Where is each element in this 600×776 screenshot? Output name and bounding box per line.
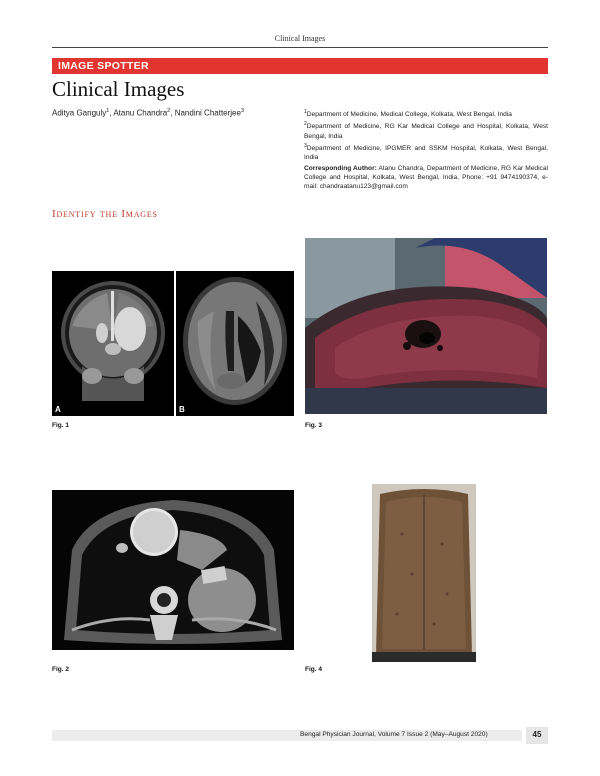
fig4-image <box>372 484 476 662</box>
affiliation-item <box>304 142 548 163</box>
affiliation-text: Department of Medicine, IPGMER and SSKM Hospital, Kolkata, West Bengal, India <box>304 145 548 162</box>
article-title: Clinical Images <box>52 77 185 101</box>
footer-journal: Bengal Physician Journal, Volume 7 Issue 2 (May–August 2020) <box>300 731 488 738</box>
fig1-caption: Fig. 1 <box>52 422 69 429</box>
fig1-panel-b-label: B <box>179 405 185 414</box>
affiliation-item <box>304 120 548 141</box>
author-separator: , <box>170 108 175 118</box>
affil-sup: 3 <box>304 142 307 149</box>
fig1-panel-b-image <box>176 271 294 416</box>
section-subheading: Identify the Images <box>52 208 158 220</box>
affiliation-text: Department of Medicine, RG Kar Medical College and Hospital, Kolkata, West Bengal, India <box>304 123 548 140</box>
corresponding-author <box>304 164 548 192</box>
affil-sup: 1 <box>304 109 307 115</box>
affiliations <box>304 108 548 192</box>
author-affil-sup: 1 <box>106 108 110 114</box>
author-name: Atanu Chandra <box>113 108 168 118</box>
running-head: Clinical Images <box>274 34 326 43</box>
author-name: Nandini Chatterjee <box>174 108 241 118</box>
author-affil-sup: 2 <box>167 108 171 114</box>
page-number: 45 <box>526 727 548 744</box>
affil-sup: 2 <box>304 121 307 128</box>
fig1-panel-a-label: A <box>55 405 61 414</box>
fig2-caption: Fig. 2 <box>52 666 69 673</box>
fig2-image <box>52 490 294 650</box>
author-affil-sup: 3 <box>240 108 245 114</box>
author-separator: , <box>109 108 114 118</box>
fig3-caption: Fig. 3 <box>305 422 322 429</box>
fig4-caption: Fig. 4 <box>305 666 322 673</box>
author-name: Aditya Ganguly <box>52 108 107 118</box>
affiliation-item <box>304 108 548 119</box>
fig1-panel-a-image <box>52 271 174 416</box>
corresponding-label: Corresponding Author: <box>304 164 377 172</box>
section-label: IMAGE SPOTTER <box>52 58 548 74</box>
corresponding-text: Atanu Chandra, Department of Medicine, RG Kar Medical College and Hospital, Kolkata, West Bengal, India, Phone: +91 9474190374, e-mail: chandraatanu123@gmail.com <box>304 164 548 190</box>
header-rule <box>52 47 548 48</box>
fig3-image <box>305 238 547 414</box>
author-list <box>52 108 244 118</box>
affiliation-text: Department of Medicine, Medical College, Kolkata, West Bengal, India <box>306 111 512 119</box>
